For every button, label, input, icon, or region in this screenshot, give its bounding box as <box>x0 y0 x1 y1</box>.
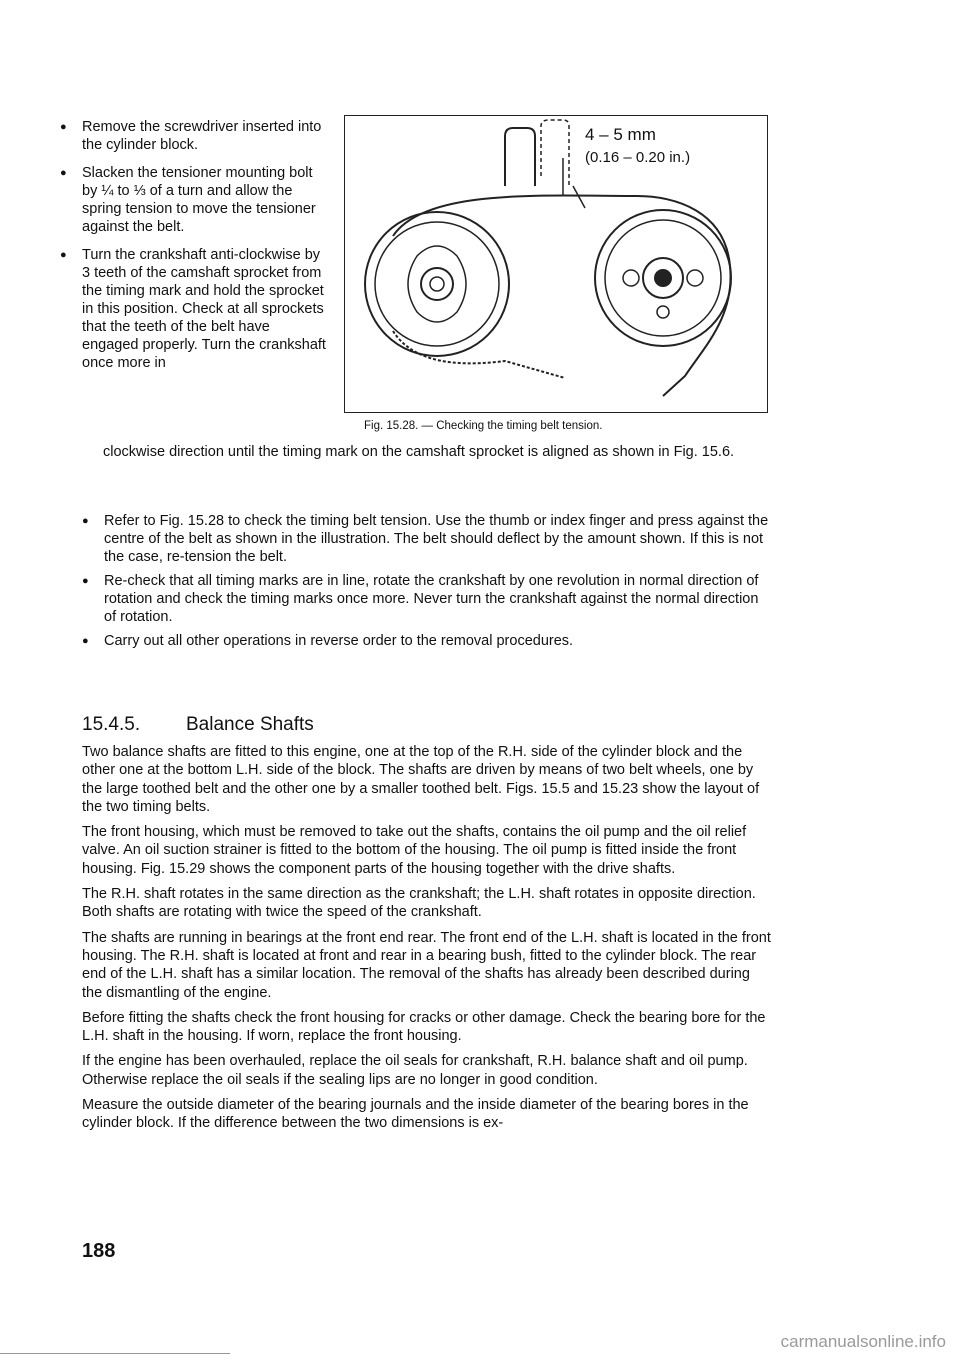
paragraph: If the engine has been overhauled, replace the oil seals for crankshaft, R.H. balance shaft and oil pump. Otherwise replace the oil seals if the sealing lips are no longer in good condition. <box>82 1053 748 1088</box>
figure-timing-belt <box>344 115 768 450</box>
cam-sprocket-drawing <box>595 210 731 346</box>
dimension-in-label: (0.16 – 0.20 in.) <box>585 149 691 166</box>
paragraph: The shafts are running in bearings at the front end rear. The front end of the L.H. shaft is located in the front housing. The R.H. shaft is located at front and rear in a bearing bush, fitted to the cylinder block. The rear end of the L.H. shaft has a similar location. The removal of the shafts has already been described during the dismantling of the engine. <box>82 929 771 1001</box>
paragraph: Before fitting the shafts check the front housing for cracks or other damage. Check the bearing bore for the L.H. shaft in the housing. If worn, replace the front housing. <box>82 1009 766 1045</box>
bullet-continuation: clockwise direction until the timing mark on the camshaft sprocket is aligned as shown in Fig. 15.6. <box>103 444 735 460</box>
bullet-item: ● Carry out all other operations in reverse order to the removal procedures. <box>82 632 772 650</box>
page-number: 188 <box>82 1240 116 1262</box>
bullet-item: ● Remove the screwdriver inserted into the cylinder block. <box>60 118 328 154</box>
full-width-bullet-list <box>82 512 772 656</box>
paragraph: Measure the outside diameter of the bearing journals and the inside diameter of the bearing bores in the cylinder block. If the difference between the two dimensions is ex- <box>82 1097 749 1132</box>
timing-belt-illustration <box>345 116 767 412</box>
bullet-item: ● Re-check that all timing marks are in line, rotate the crankshaft by one revolution in normal direction of rotation and check the timing marks once more. Never turn the crankshaft against the normal direction of rotation. <box>82 572 772 626</box>
bullet-item: ● Turn the crankshaft anti-clockwise by 3 teeth of the camshaft sprocket from the timing mark and hold the sprocket in this position. Check at all sprockets that the teeth of the belt have engaged properly. Turn the crankshaft once more in <box>60 246 328 372</box>
footer-divider <box>0 1353 230 1354</box>
dimension-mm-label: 4 – 5 mm <box>585 125 656 144</box>
section-number: 15.4.5. <box>82 714 141 735</box>
crank-sprocket-drawing <box>365 212 509 356</box>
top-bullet-list <box>60 118 328 382</box>
bullet-item: ● Slacken the tensioner mounting bolt by ¼ to ⅓ of a turn and allow the spring tension to move the tensioner against the belt. <box>60 164 328 236</box>
body-text <box>82 743 772 1140</box>
section-heading <box>82 714 314 736</box>
figure-caption: Fig. 15.28. — Checking the timing belt tension. <box>364 420 603 432</box>
paragraph: The front housing, which must be removed to take out the shafts, contains the oil pump and the oil relief valve. An oil suction strainer is fitted to the bottom of the housing. The oil pump is fitted inside the front housing. Fig. 15.29 shows the component parts of the housing together with the drive shafts. <box>82 824 747 877</box>
paragraph: The R.H. shaft rotates in the same direction as the crankshaft; the L.H. shaft rotates in opposite direction. Both shafts are rotating with twice the speed of the crankshaft. <box>82 886 756 921</box>
paragraph: Two balance shafts are fitted to this engine, one at the top of the R.H. side of the cylinder block and the other one at the bottom L.H. side of the block. The shafts are driven by means of two belt wheels, one by the large toothed belt and the other one by a smaller toothed belt. Figs. 15.5 and 15.23 show the layout of the two timing belts. <box>82 744 760 815</box>
watermark: carmanualsonline.info <box>780 1332 946 1351</box>
bullet-item: ● Refer to Fig. 15.28 to check the timing belt tension. Use the thumb or index finger and press against the centre of the belt as shown in the illustration. The belt should deflect by the amount shown. If this is not the case, re-tension the belt. <box>82 512 772 566</box>
figure-frame <box>344 115 768 413</box>
section-title: Balance Shafts <box>186 714 314 735</box>
